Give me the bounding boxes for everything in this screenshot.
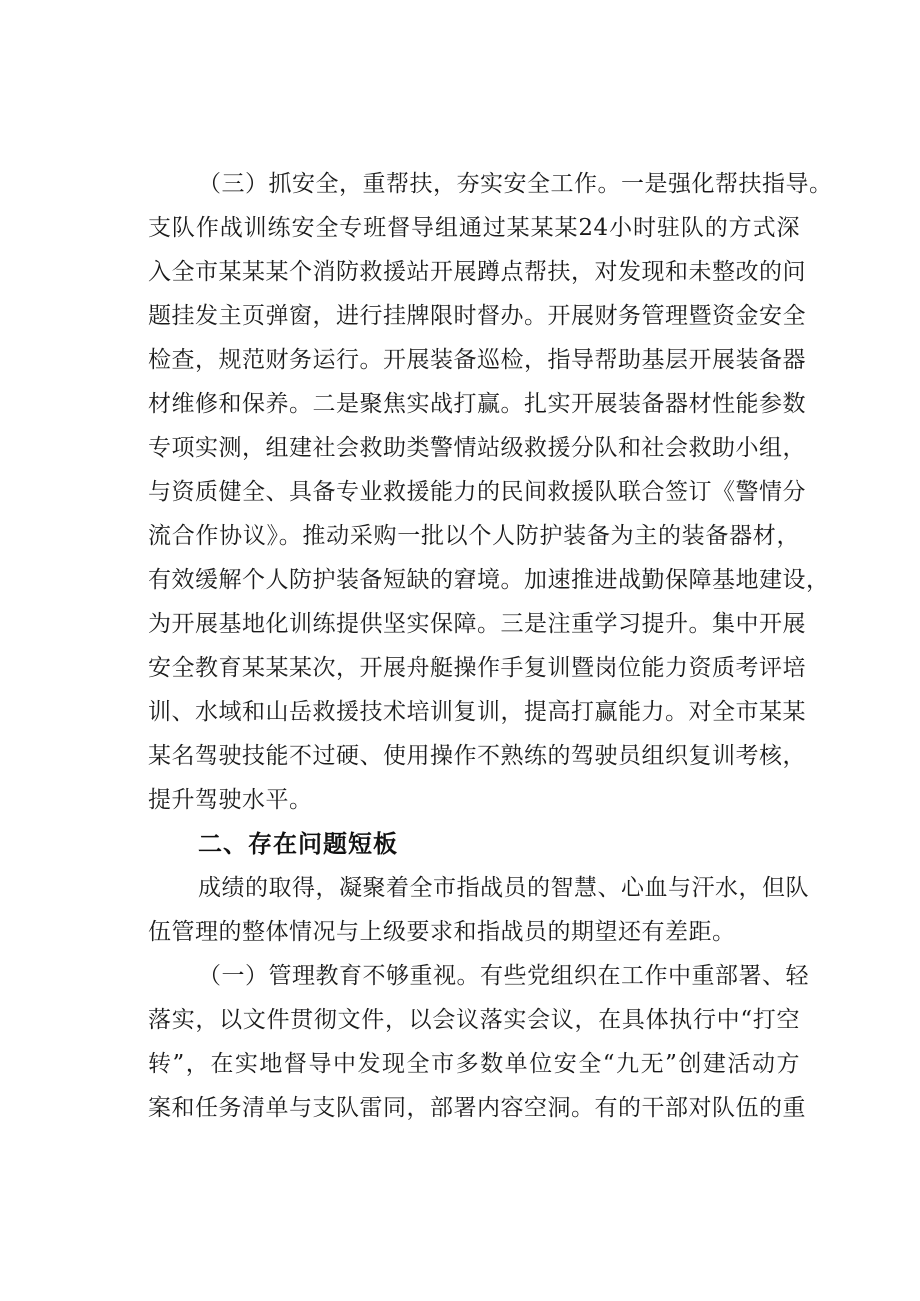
paragraph-line: 有效缓解个人防护装备短缺的窘境。加速推进战勤保障基地建设，	[148, 567, 830, 593]
paragraph-line: 成绩的取得，凝聚着全市指战员的智慧、心血与汗水，但队	[198, 875, 809, 901]
paragraph-line: 伍管理的整体情况与上级要求和指战员的期望还有差距。	[148, 919, 736, 945]
section-heading: 二、存在问题短板	[198, 830, 398, 858]
paragraph-line: 训、水域和山岳救援技术培训复训，提高打赢能力。对全市某某	[148, 699, 806, 725]
paragraph-line: 提升驾驶水平。	[148, 787, 313, 813]
paragraph-line: 与资质健全、具备专业救援能力的民间救援队联合签订《警情分	[148, 479, 806, 505]
paragraph-line: 安全教育某某某次，开展舟艇操作手复训暨岗位能力资质考评培	[148, 655, 806, 681]
paragraph-line: （三）抓安全，重帮扶，夯实安全工作。一是强化帮扶指导。	[198, 171, 833, 197]
paragraph-line: 题挂发主页弹窗，进行挂牌限时督办。开展财务管理暨资金安全	[148, 303, 806, 329]
paragraph-line: 专项实测，组建社会救助类警情站级救援分队和社会救助小组，	[148, 435, 806, 461]
paragraph-line: 案和任务清单与支队雷同，部署内容空洞。有的干部对队伍的重	[148, 1095, 806, 1121]
paragraph-line: （一）管理教育不够重视。有些党组织在工作中重部署、轻	[198, 963, 809, 989]
paragraph-line: 材维修和保养。二是聚焦实战打赢。扎实开展装备器材性能参数	[148, 391, 806, 417]
paragraph-line: 为开展基地化训练提供坚实保障。三是注重学习提升。集中开展	[148, 611, 806, 637]
paragraph-line: 落实，以文件贯彻文件，以会议落实会议，在具体执行中“打空	[148, 1007, 800, 1033]
paragraph-line: 检查，规范财务运行。开展装备巡检，指导帮助基层开展装备器	[148, 347, 806, 373]
paragraph-line: 支队作战训练安全专班督导组通过某某某24小时驻队的方式深	[148, 215, 800, 241]
paragraph-line: 入全市某某某个消防救援站开展蹲点帮扶，对发现和未整改的问	[148, 259, 806, 285]
paragraph-line: 某名驾驶技能不过硬、使用操作不熟练的驾驶员组织复训考核，	[148, 743, 806, 769]
paragraph-line: 流合作协议》。推动采购一批以个人防护装备为主的装备器材，	[148, 523, 800, 549]
paragraph-line: 转”，在实地督导中发现全市多数单位安全“九无”创建活动方	[148, 1051, 800, 1077]
